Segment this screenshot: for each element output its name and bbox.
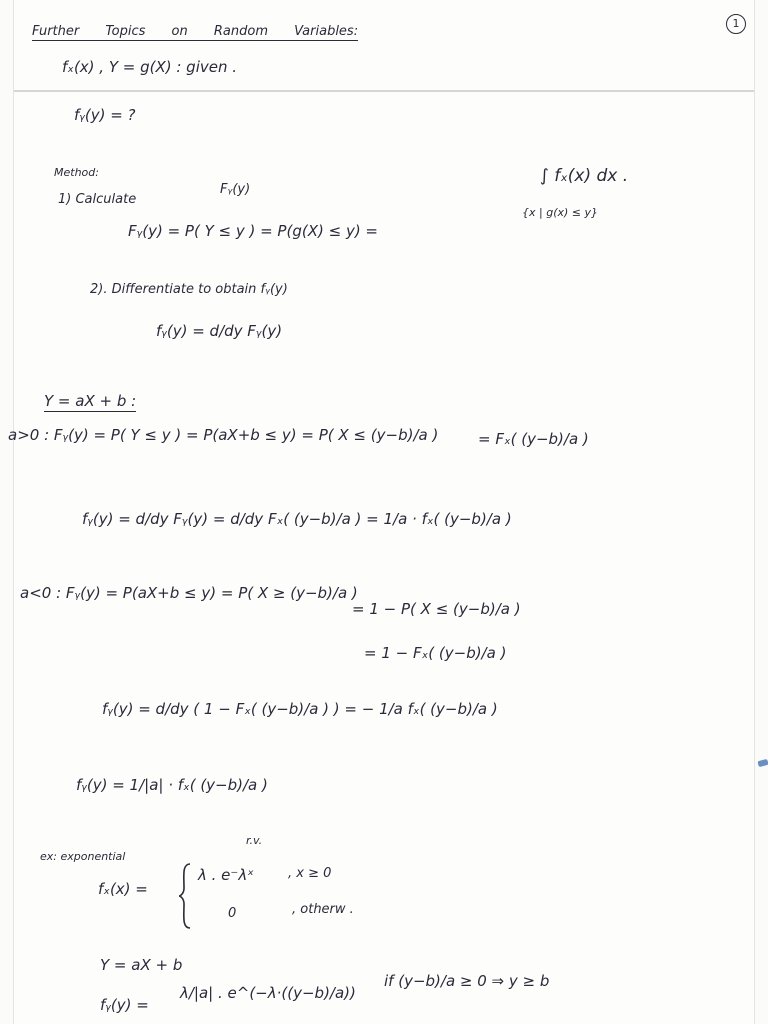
a-positive-line1: a>0 : Fᵧ(y) = P( Y ≤ y ) = P(aX+b ≤ y) = P( X ≤ (y−b)/a ) [8, 426, 439, 444]
a-negative-line2: = 1 − P( X ≤ (y−b)/a ) [352, 600, 521, 618]
case2-condition: , otherw . [292, 902, 354, 917]
step1-target: Fᵧ(y) [220, 182, 251, 197]
pdf-lhs: fₓ(x) = [98, 880, 148, 898]
linear-heading: Y = aX + b : [44, 392, 137, 410]
page-title: Further Topics on Random Variables: [32, 24, 359, 39]
rv-note: r.v. [246, 834, 263, 847]
case2-expression: 0 [228, 906, 237, 921]
ink-mark [757, 759, 768, 767]
a-positive-line2: = Fₓ( (y−b)/a ) [478, 430, 589, 448]
page-number: 1 [726, 14, 746, 34]
step1-equation: Fᵧ(y) = P( Y ≤ y ) = P(g(X) ≤ y) = [128, 222, 379, 240]
example-heading: ex: exponential [40, 850, 126, 863]
result-lhs: fᵧ(y) = [100, 996, 149, 1014]
question-line: fᵧ(y) = ? [74, 106, 136, 124]
transform-line: Y = aX + b [100, 956, 183, 974]
a-positive-derivative: fᵧ(y) = d/dy Fᵧ(y) = d/dy Fₓ( (y−b)/a ) = 1/a · fₓ( (y−b)/a ) [82, 510, 512, 528]
linear-result: fᵧ(y) = 1/|a| · fₓ( (y−b)/a ) [76, 776, 268, 794]
step1-domain: {x | g(x) ≤ y} [522, 206, 599, 219]
header-rule [14, 90, 754, 92]
result-condition: if (y−b)/a ≥ 0 ⇒ y ≥ b [384, 972, 550, 990]
result-expression: λ/|a| . e^(−λ·((y−b)/a)) [180, 984, 356, 1002]
step2-equation: fᵧ(y) = d/dy Fᵧ(y) [156, 322, 283, 340]
a-negative-derivative: fᵧ(y) = d/dy ( 1 − Fₓ( (y−b)/a ) ) = − 1/a fₓ( (y−b)/a ) [102, 700, 498, 718]
a-negative-line1: a<0 : Fᵧ(y) = P(aX+b ≤ y) = P( X ≥ (y−b)/a ) [20, 584, 358, 602]
step1-label: 1) Calculate [58, 192, 137, 207]
method-heading: Method: [54, 166, 99, 179]
piecewise-brace [178, 862, 192, 930]
case1-expression: λ . e⁻λˣ [198, 866, 254, 884]
step2-label: 2). Differentiate to obtain fᵧ(y) [90, 282, 288, 297]
given-line: fₓ(x) , Y = g(X) : given . [62, 58, 238, 76]
a-negative-line3: = 1 − Fₓ( (y−b)/a ) [364, 644, 507, 662]
case1-condition: , x ≥ 0 [288, 866, 332, 881]
step1-integral: ∫ fₓ(x) dx . [540, 166, 629, 186]
